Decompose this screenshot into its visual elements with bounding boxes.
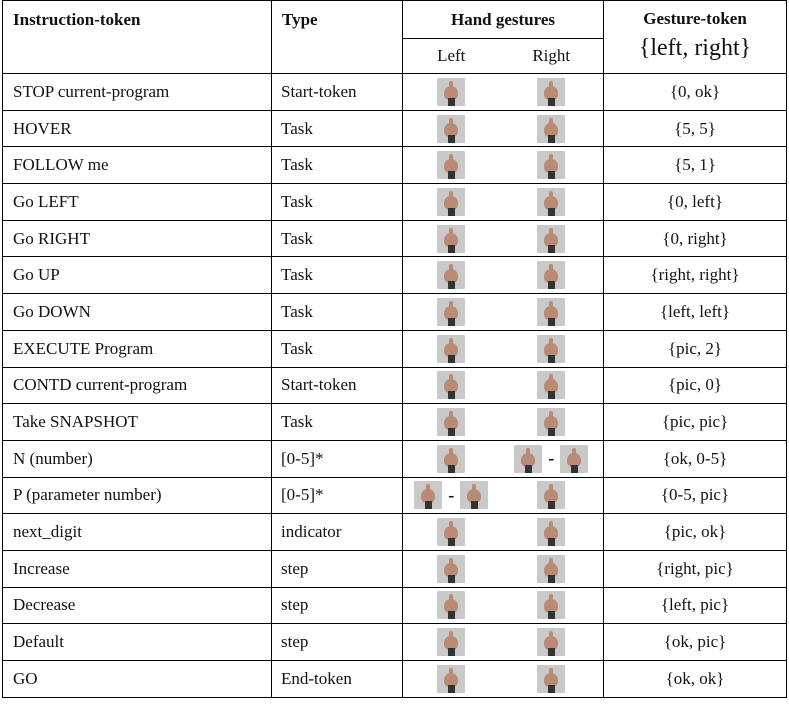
header-hand-gestures: Hand gestures bbox=[403, 1, 604, 39]
range-separator: - bbox=[448, 484, 455, 505]
right-hand-gesture-icon bbox=[537, 518, 565, 546]
left-hand-gesture-icon bbox=[437, 371, 465, 399]
right-gesture-cell bbox=[500, 587, 604, 624]
instruction-cell: Go UP bbox=[3, 257, 272, 294]
left-gesture-cell bbox=[403, 404, 500, 441]
table-row bbox=[3, 74, 787, 111]
table-row bbox=[3, 404, 787, 441]
type-cell: Start-token bbox=[272, 367, 403, 404]
gesture-token-cell: {pic, 2} bbox=[604, 330, 787, 367]
gesture-token-cell: {pic, pic} bbox=[604, 404, 787, 441]
type-cell: Task bbox=[272, 184, 403, 221]
gesture-token-cell: {0, left} bbox=[604, 184, 787, 221]
header-row bbox=[3, 1, 787, 39]
gesture-token-cell: {5, 1} bbox=[604, 147, 787, 184]
left-hand-gesture-icon bbox=[437, 115, 465, 143]
instruction-cell: Go LEFT bbox=[3, 184, 272, 221]
instruction-cell: Increase bbox=[3, 550, 272, 587]
table-row bbox=[3, 661, 787, 698]
instruction-cell: Decrease bbox=[3, 587, 272, 624]
gesture-token-cell: {right, pic} bbox=[604, 550, 787, 587]
right-gesture-cell bbox=[500, 147, 604, 184]
left-gesture-cell bbox=[403, 294, 500, 331]
instruction-cell: EXECUTE Program bbox=[3, 330, 272, 367]
left-hand-gesture-icon bbox=[460, 481, 488, 509]
type-cell: Task bbox=[272, 330, 403, 367]
type-cell: [0-5]* bbox=[272, 477, 403, 514]
right-gesture-cell bbox=[500, 330, 604, 367]
instruction-cell: P (parameter number) bbox=[3, 477, 272, 514]
type-cell: Task bbox=[272, 147, 403, 184]
left-gesture-cell bbox=[403, 110, 500, 147]
instruction-cell: N (number) bbox=[3, 440, 272, 477]
table-row bbox=[3, 587, 787, 624]
gesture-token-cell: {0, right} bbox=[604, 220, 787, 257]
right-hand-gesture-icon bbox=[537, 261, 565, 289]
table-row bbox=[3, 147, 787, 184]
table-row bbox=[3, 477, 787, 514]
gesture-token-cell: {pic, ok} bbox=[604, 514, 787, 551]
type-cell: step bbox=[272, 587, 403, 624]
table-row bbox=[3, 257, 787, 294]
gesture-token-cell: {ok, pic} bbox=[604, 624, 787, 661]
left-hand-gesture-icon bbox=[437, 78, 465, 106]
type-cell: indicator bbox=[272, 514, 403, 551]
instruction-cell: CONTD current-program bbox=[3, 367, 272, 404]
table-row bbox=[3, 110, 787, 147]
left-hand-gesture-icon bbox=[437, 628, 465, 656]
instruction-cell: next_digit bbox=[3, 514, 272, 551]
table-row bbox=[3, 550, 787, 587]
gesture-token-cell: {ok, 0-5} bbox=[604, 440, 787, 477]
gesture-token-cell: {5, 5} bbox=[604, 110, 787, 147]
right-hand-gesture-icon bbox=[537, 591, 565, 619]
type-cell: [0-5]* bbox=[272, 440, 403, 477]
instruction-cell: STOP current-program bbox=[3, 74, 272, 111]
left-gesture-cell bbox=[403, 440, 500, 477]
right-hand-gesture-icon bbox=[537, 665, 565, 693]
right-hand-gesture-icon bbox=[537, 115, 565, 143]
right-gesture-cell bbox=[500, 477, 604, 514]
left-hand-gesture-icon bbox=[437, 555, 465, 583]
instruction-cell: FOLLOW me bbox=[3, 147, 272, 184]
left-gesture-cell bbox=[403, 184, 500, 221]
right-gesture-cell bbox=[500, 661, 604, 698]
gesture-token-cell: {pic, 0} bbox=[604, 367, 787, 404]
left-hand-gesture-icon bbox=[437, 591, 465, 619]
gesture-token-cell: {ok, ok} bbox=[604, 661, 787, 698]
header-left: Left bbox=[403, 39, 500, 74]
right-hand-gesture-icon bbox=[537, 151, 565, 179]
left-gesture-cell bbox=[403, 550, 500, 587]
right-gesture-cell bbox=[500, 404, 604, 441]
right-gesture-cell bbox=[500, 550, 604, 587]
header-gesture-token bbox=[604, 1, 787, 74]
right-hand-gesture-icon bbox=[537, 335, 565, 363]
gesture-token-cell: {left, pic} bbox=[604, 587, 787, 624]
instruction-cell: Go DOWN bbox=[3, 294, 272, 331]
left-hand-gesture-icon bbox=[437, 188, 465, 216]
header-type: Type bbox=[272, 1, 403, 74]
right-hand-gesture-icon bbox=[537, 298, 565, 326]
right-hand-gesture-icon bbox=[537, 188, 565, 216]
type-cell: Start-token bbox=[272, 74, 403, 111]
left-hand-gesture-icon bbox=[437, 151, 465, 179]
header-gesture-token-sub: {left, right} bbox=[638, 34, 752, 61]
left-gesture-cell bbox=[403, 661, 500, 698]
right-gesture-cell bbox=[500, 294, 604, 331]
table-row bbox=[3, 624, 787, 661]
table-body bbox=[3, 74, 787, 698]
type-cell: step bbox=[272, 550, 403, 587]
right-gesture-cell bbox=[500, 367, 604, 404]
type-cell: Task bbox=[272, 257, 403, 294]
gesture-token-cell: {0, ok} bbox=[604, 74, 787, 111]
right-hand-gesture-icon bbox=[537, 555, 565, 583]
type-cell: Task bbox=[272, 294, 403, 331]
table-row bbox=[3, 184, 787, 221]
table-row bbox=[3, 294, 787, 331]
right-gesture-cell bbox=[500, 184, 604, 221]
gesture-token-cell: {0-5, pic} bbox=[604, 477, 787, 514]
type-cell: Task bbox=[272, 220, 403, 257]
table-row bbox=[3, 220, 787, 257]
right-gesture-cell bbox=[500, 74, 604, 111]
left-gesture-cell bbox=[403, 477, 500, 514]
left-hand-gesture-icon bbox=[437, 335, 465, 363]
header-right: Right bbox=[500, 39, 604, 74]
left-gesture-cell bbox=[403, 257, 500, 294]
right-gesture-cell bbox=[500, 110, 604, 147]
left-hand-gesture-icon bbox=[437, 298, 465, 326]
left-gesture-cell bbox=[403, 367, 500, 404]
instruction-cell: HOVER bbox=[3, 110, 272, 147]
left-hand-gesture-icon bbox=[437, 445, 465, 473]
type-cell: End-token bbox=[272, 661, 403, 698]
right-gesture-cell bbox=[500, 514, 604, 551]
left-hand-gesture-icon bbox=[437, 261, 465, 289]
left-gesture-cell bbox=[403, 587, 500, 624]
table-row bbox=[3, 367, 787, 404]
right-hand-gesture-icon bbox=[537, 628, 565, 656]
left-hand-gesture-icon bbox=[437, 518, 465, 546]
right-gesture-cell bbox=[500, 624, 604, 661]
table-row bbox=[3, 440, 787, 477]
instruction-cell: Take SNAPSHOT bbox=[3, 404, 272, 441]
table-row bbox=[3, 330, 787, 367]
type-cell: Task bbox=[272, 110, 403, 147]
type-cell: Task bbox=[272, 404, 403, 441]
instruction-cell: GO bbox=[3, 661, 272, 698]
right-hand-gesture-icon bbox=[537, 408, 565, 436]
header-gesture-token-title: Gesture-token bbox=[643, 9, 747, 28]
left-gesture-cell bbox=[403, 514, 500, 551]
left-gesture-cell bbox=[403, 74, 500, 111]
right-gesture-cell bbox=[500, 220, 604, 257]
right-hand-gesture-icon bbox=[537, 225, 565, 253]
right-hand-gesture-icon bbox=[514, 445, 542, 473]
left-hand-gesture-icon bbox=[437, 665, 465, 693]
header-instruction: Instruction-token bbox=[3, 1, 272, 74]
left-hand-gesture-icon bbox=[437, 225, 465, 253]
gesture-token-cell: {left, left} bbox=[604, 294, 787, 331]
left-hand-gesture-icon bbox=[414, 481, 442, 509]
left-gesture-cell bbox=[403, 220, 500, 257]
range-separator: - bbox=[548, 448, 555, 469]
right-hand-gesture-icon bbox=[537, 371, 565, 399]
right-hand-gesture-icon bbox=[537, 78, 565, 106]
left-gesture-cell bbox=[403, 330, 500, 367]
right-hand-gesture-icon bbox=[537, 481, 565, 509]
instruction-cell: Go RIGHT bbox=[3, 220, 272, 257]
left-gesture-cell bbox=[403, 624, 500, 661]
right-gesture-cell bbox=[500, 257, 604, 294]
type-cell: step bbox=[272, 624, 403, 661]
gesture-table bbox=[2, 0, 787, 698]
gesture-token-cell: {right, right} bbox=[604, 257, 787, 294]
right-hand-gesture-icon bbox=[560, 445, 588, 473]
left-hand-gesture-icon bbox=[437, 408, 465, 436]
table-row bbox=[3, 514, 787, 551]
right-gesture-cell bbox=[500, 440, 604, 477]
left-gesture-cell bbox=[403, 147, 500, 184]
instruction-cell: Default bbox=[3, 624, 272, 661]
